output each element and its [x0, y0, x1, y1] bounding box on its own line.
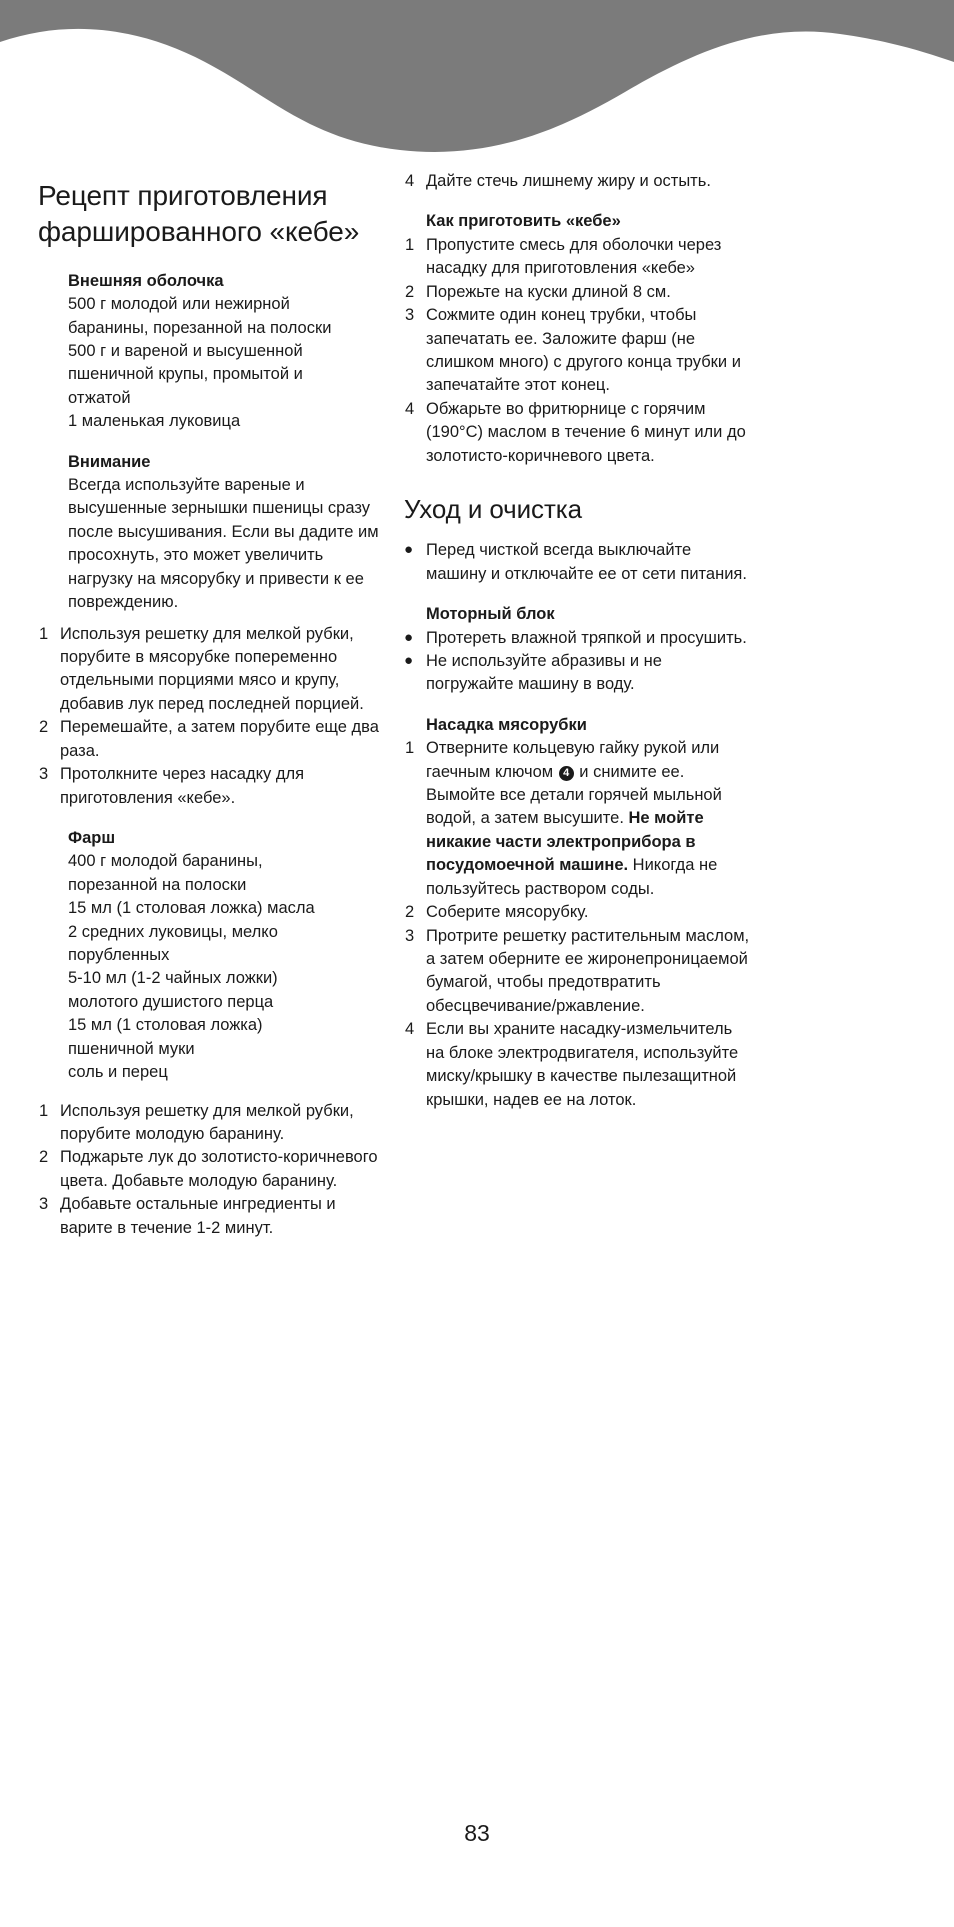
list-item-number: 1 [405, 235, 415, 254]
list-item-text: Отверните кольцевую гайку рукой или гаечным ключом 4 и снимите ее. Вымойте все детали горячей мыльной водой, а затем высушите. Не мойте никакие части электроприбора в посудомоечной машине. Никогда не пользуйтесь раствором соды. [426, 739, 722, 898]
list-item [404, 539, 752, 586]
list-item [38, 1193, 386, 1240]
list-item [38, 716, 386, 763]
care-section-heading: Уход и очистка [404, 494, 582, 525]
ingredient-line: 500 г и вареной и высушенной [68, 341, 303, 360]
list-item-number: 4 [405, 1020, 415, 1039]
ingredient-line: молотого душистого перца [68, 992, 274, 1011]
bullet-icon: ● [404, 651, 414, 669]
list-item-number: 3 [405, 306, 415, 325]
list-item-number: 2 [405, 903, 415, 922]
list-item-text: Если вы храните насадку-измельчитель на блоке электродвигателя, используйте миску/крышку в качестве пылезащитной крышки, надев ее на лоток. [426, 1020, 739, 1109]
list-item [38, 1100, 386, 1147]
list-item-number: 1 [405, 739, 415, 758]
ingredient-line: порубленных [68, 946, 170, 965]
page-number: 83 [464, 1820, 490, 1846]
bullet-icon: ● [404, 541, 414, 559]
list-item [38, 1146, 386, 1193]
list-item [404, 925, 752, 1019]
list-item-text: Соберите мясорубку. [426, 903, 589, 922]
ingredient-line: баранины, порезанной на полоски [68, 318, 332, 337]
list-item [404, 1018, 752, 1112]
list-item [404, 281, 752, 304]
list-item [404, 650, 752, 697]
left-column [38, 170, 386, 1240]
shell-heading: Внешняя оболочка [68, 271, 224, 290]
ingredient-line: соль и перец [68, 1063, 168, 1082]
ingredient-line: 15 мл (1 столовая ложка) масла [68, 899, 315, 918]
list-item [404, 170, 752, 193]
list-item-text: Используя решетку для мелкой рубки, порубите молодую баранину. [60, 1101, 354, 1143]
ingredient-line: порезанной на полоски [68, 875, 247, 894]
list-item-number: 3 [405, 926, 415, 945]
header-wave-decoration [0, 0, 954, 170]
list-item-text: Сожмите один конец трубки, чтобы запечатать ее. Заложите фарш (не слишком много) с другого конца трубки и запечатайте этот конец. [426, 306, 741, 395]
ingredient-line: 15 мл (1 столовая ложка) [68, 1016, 263, 1035]
list-item [404, 304, 752, 398]
ingredient-line: 2 средних луковицы, мелко [68, 922, 278, 941]
list-item-text: Обжарьте во фритюрнице с горячим (190°С) маслом в течение 6 минут или до золотисто-коричневого цвета. [426, 399, 746, 465]
bullet-icon: ● [404, 628, 414, 646]
list-item-text: Протрите решетку растительным маслом, а затем оберните ее жиронепроницаемой бумагой, чтобы предотвратить обесцвечивание/ржавление. [426, 926, 750, 1015]
list-item-number: 2 [39, 718, 49, 737]
motor-unit-heading: Моторный блок [426, 605, 555, 624]
ingredient-line: отжатой [68, 388, 131, 407]
page-title: Рецепт приготовления фаршированного «кебе» [38, 180, 360, 247]
ingredient-line: пшеничной муки [68, 1039, 195, 1058]
list-item-number: 3 [39, 1195, 49, 1214]
list-item-text: Протолкните через насадку для приготовления «кебе». [60, 765, 305, 807]
two-column-layout [0, 170, 954, 1240]
filling-heading: Фарш [68, 828, 116, 847]
list-item-number: 1 [39, 1101, 49, 1120]
list-item-text: Перед чисткой всегда выключайте машину и отключайте ее от сети питания. [426, 541, 747, 583]
list-item-number: 4 [405, 399, 415, 418]
list-item [404, 398, 752, 468]
list-item-number: 4 [405, 172, 415, 190]
list-item [38, 763, 386, 810]
list-item-number: 2 [39, 1148, 49, 1167]
list-item-text: Пропустите смесь для оболочки через насадку для приготовления «кебе» [426, 235, 722, 278]
ingredient-line: 500 г молодой или нежирной [68, 295, 290, 314]
spacer [38, 1085, 386, 1100]
list-item-text: Протереть влажной тряпкой и просушить. [426, 628, 747, 647]
list-item [404, 737, 752, 901]
grinder-attachment-heading: Насадка мясорубки [426, 715, 587, 734]
list-item [404, 627, 752, 650]
list-item-number: 1 [39, 624, 49, 643]
ingredient-line: пшеничной крупы, промытой и [68, 365, 303, 384]
list-item [404, 234, 752, 281]
list-item-number: 3 [39, 765, 49, 784]
ingredient-line: 5-10 мл (1-2 чайных ложки) [68, 969, 278, 988]
list-item [38, 623, 386, 717]
ingredient-line: 400 г молодой баранины, [68, 852, 263, 871]
warning-heading: Внимание [68, 452, 151, 471]
list-item-text: Перемешайте, а затем порубите еще два раза. [60, 718, 379, 760]
spacer [38, 615, 386, 623]
list-item-text: Добавьте остальные ингредиенты и варите в течение 1-2 минут. [60, 1195, 336, 1237]
list-item-text: Дайте стечь лишнему жиру и остыть. [426, 172, 711, 190]
ingredient-line: 1 маленькая луковица [68, 412, 241, 431]
how-to-heading: Как приготовить «кебе» [426, 212, 621, 231]
list-item-text: Используя решетку для мелкой рубки, порубите в мясорубке попеременно отдельными порциями мясо и крупу, добавив лук перед последней порцией. [60, 624, 364, 713]
list-item-text: Не используйте абразивы и не погружайте машину в воду. [426, 651, 662, 694]
list-item [404, 901, 752, 924]
page-content [0, 170, 954, 1240]
list-item-number: 2 [405, 282, 415, 301]
warning-body: Всегда используйте вареные и высушенные зернышки пшеницы сразу после высушивания. Если вы дадите им просохнуть, это может увеличить нагрузку на мясорубку и привести к ее повреждению. [68, 476, 379, 612]
emphasis-text: Не мойте никакие части электроприбора в посудомоечной машине. [426, 809, 704, 875]
circled-number-icon: 4 [559, 766, 574, 781]
list-item-text: Поджарьте лук до золотисто-коричневого цвета. Добавьте молодую баранину. [60, 1148, 378, 1190]
list-item-text: Порежьте на куски длиной 8 см. [426, 282, 671, 301]
right-column [404, 170, 752, 1112]
